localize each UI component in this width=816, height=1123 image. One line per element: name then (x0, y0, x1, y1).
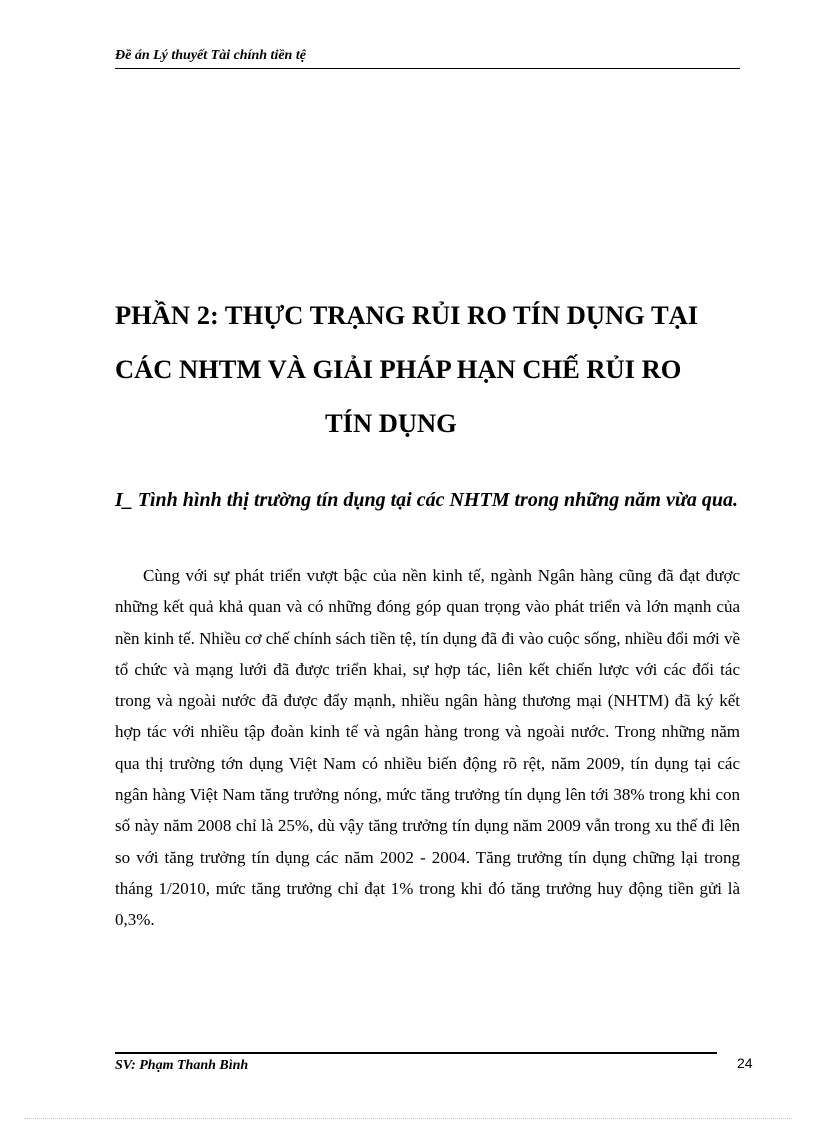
page-number: 24 (737, 1055, 753, 1071)
body-paragraph: Cùng với sự phát triển vượt bậc của nền kinh tế, ngành Ngân hàng cũng đã đạt được những kết quả khả quan và có những đóng góp quan trọng vào phát triển và lớn mạnh của nền kinh tế. Nhiều cơ chế chính sách tiền tệ, tín dụng đã đi vào cuộc sống, nhiều đổi mới về tổ chức và mạng lưới đã được triển khai, sự hợp tác, liên kết chiến lược với các đối tác trong và ngoài nước đã được đẩy mạnh, nhiều ngân hàng thương mại (NHTM) đã ký kết hợp tác với nhiều tập đoàn kinh tế và ngân hàng trong và ngoài nước. Trong những năm qua thị trường tớn dụng Việt Nam có nhiều biến động rõ rệt, năm 2009, tín dụng tại các ngân hàng Việt Nam tăng trưởng nóng, mức tăng trưởng tín dụng lên tới 38% trong khi con số này năm 2008 chỉ là 25%, dù vậy tăng trưởng tín dụng năm 2009 vẫn trong xu thế đi lên so với tăng trưởng tín dụng các năm 2002 - 2004. Tăng trưởng tín dụng chững lại trong tháng 1/2010, mức tăng trưởng chỉ đạt 1% trong khi đó tăng trưởng huy động tiền gửi là 0,3%. (115, 566, 740, 930)
page-header (115, 48, 740, 69)
chapter-title-line-2: CÁC NHTM VÀ GIẢI PHÁP HẠN CHẾ RỦI RO (115, 354, 682, 384)
footer-divider (115, 1052, 717, 1054)
chapter-title-line-1: PHẦN 2: THỰC TRẠNG RỦI RO TÍN DỤNG TẠI (115, 300, 699, 330)
header-title: Đề án Lý thuyết Tài chính tiền tệ (115, 48, 306, 63)
section-heading: I_ Tình hình thị trường tín dụng tại các NHTM trong những năm vừa qua. (115, 489, 738, 511)
footer-student-name: SV: Phạm Thanh Bình (115, 1058, 249, 1073)
page-boundary-dots (24, 1118, 792, 1119)
chapter-title-line-3: TÍN DỤNG (325, 408, 457, 438)
chapter-title (115, 288, 740, 450)
